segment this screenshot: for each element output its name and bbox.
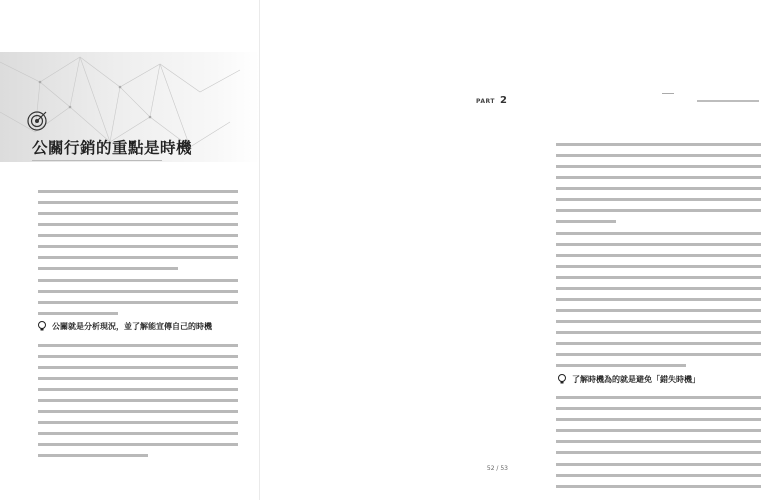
part-subtitle [697, 100, 759, 102]
page-numbers: 52 / 53 [486, 465, 508, 472]
left-page [0, 0, 260, 500]
lightbulb-icon [36, 320, 48, 332]
lightbulb-icon [556, 373, 568, 385]
target-icon [26, 110, 48, 132]
section-heading-left: 公關就是分析現況，並了解能宣傳自己的時機 [52, 322, 212, 331]
right-page [260, 0, 700, 500]
chapter-title: 公關行銷的重點是時機 [32, 139, 193, 157]
part-header-rule [662, 93, 674, 94]
section-heading-right: 了解時機為的就是避免「錯失時機」 [572, 375, 700, 384]
part-label: PART [476, 98, 495, 105]
part-number: 2 [500, 95, 507, 106]
part-header [476, 88, 507, 107]
title-underline [32, 160, 162, 161]
